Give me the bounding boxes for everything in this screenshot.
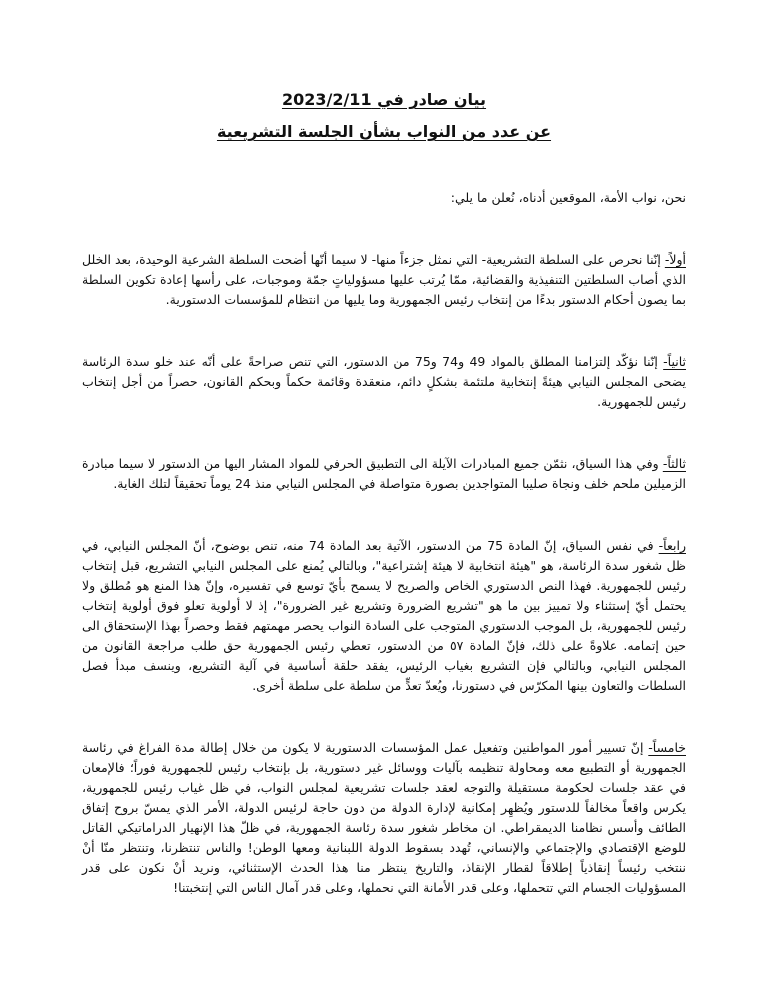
paragraph-first-text: إنّنا نحرص على السلطة التشريعية- التي نمثل جزءاً منها- لا سيما أنّها أضحت السلطة الشرعية الوحيدة، بعد الخلل الذي أصاب السلطتين التنفيذية والقضائية، ممّا يُرتب عليها مسؤولياتٍ جمّة وموجبات، على رأسها إعادة تكوين السلطة بما يصون أحكام الدستور بدءًا من إنتخاب رئيس الجمهورية وما يليها من انتظام للمؤسسات الدستورية. xyxy=(82,252,686,307)
paragraph-third-lead: ثالثاً- xyxy=(662,456,686,471)
paragraph-fifth-text: إنّ تسيير أمور المواطنين وتفعيل عمل المؤسسات الدستورية لا يكون من خلال إطالة مدة الفراغ في رئاسة الجمهورية أو التطبيع معه ومحاولة تنظيمه بآليات ووسائل غير دستورية، بل بإنتخاب رئيس للجمهورية فوراً؛ فالإمعان في عقد جلسات لحكومة مستقيلة والتوجه لعقد جلسات تشريعية لمجلس النواب، في ظل غياب رئيس للجمهورية، يكرس واقعاً مخالفاً للدستور ويُظهِر إمكانية لإدارة الدولة من دون حاجة لرئيس الدولة، الأمر الذي يمسّ بروح إتفاق الطائف وأسس نظامنا الديمقراطي. ان مخاطر شغور سدة رئاسة الجمهورية، في ظلّ هذا الإنهيار الدراماتيكي القاتل للوضع الإقتصادي والإجتماعي والإنساني، تُهدد بسقوط الدولة اللبنانية ومعها الوطن! والناس تنتظرنا، وتنتظر منّا أنْ ننتخب رئيساً إنقاذياً إطلاقاً لقطار الإنقاذ، والتاريخ ينتظر منا هذا الحدث الإستثنائي، ونريد أنْ نكون على قدر المسؤوليات الجسام التي تتحملها، وعلى قدر الأمانة التي نحملها، وعلى قدر آمال الناس التي إنتخبتنا! xyxy=(82,740,686,895)
document-title-subject: عن عدد من النواب بشأن الجلسة التشريعية xyxy=(216,122,552,141)
paragraph-first-lead: أولاً- xyxy=(664,252,686,267)
paragraph-fourth xyxy=(82,536,686,696)
paragraph-fourth-lead: رابعاً- xyxy=(658,538,686,553)
paragraph-fifth xyxy=(82,738,686,898)
paragraph-second-lead: ثانياً- xyxy=(663,354,687,369)
paragraph-fifth-lead: خامساً- xyxy=(648,740,686,755)
intro-line: نحن، نواب الأمة، الموقعين أدناه، نُعلن ما يلي: xyxy=(450,190,686,205)
paragraph-first xyxy=(82,250,686,310)
paragraph-fourth-text: في نفس السياق، إنّ المادة 75 من الدستور، الآتية بعد المادة 74 منه، تنص بوضوح، أنّ المجلس النيابي، في ظل شغور سدة الرئاسة، هو "هيئة انتخابية لا هيئة إشتراعية"، وبالتالي يُمنع على المجلس النيابي التشريع، قبل إنتخاب رئيس للجمهورية. فهذا النص الدستوري الخاص والصريح لا يسمح بأيّ توسع في تفسيره، وإنّ هذا المنع هو مُطلق ولا يحتمل أيّ إستثناء ولا تمييز بين ما هو "تشريع الضرورة وتشريع غير الضرورة"، إذ لا أولوية تعلو فوق أولوية إنتخاب رئيس للجمهورية، بل الموجب الدستوري المتوجب على السادة النواب يحصر مهمتهم فقط وحصراً بهذا الإستحقاق الى حين إتمامه. علاوةً على ذلك، فإنّ المادة ٥٧ من الدستور، تعطي رئيس الجمهورية حق طلب مراجعة القانون من المجلس النيابي، وبالتالي فإن التشريع بغياب الرئيس، يفقد حلقة أساسية في آلية التشريع، وينسف مبدأ فصل السلطات والتعاون بينها المكرّس في دستورنا، ويُعدّ تعدٍّ من سلطة على سلطة أخرى. xyxy=(82,538,686,693)
paragraph-third xyxy=(82,454,686,494)
document-title-date: بيان صادر في 2023/2/11 xyxy=(281,90,487,109)
paragraph-third-text: وفي هذا السياق، نثمّن جميع المبادرات الآيلة الى التطبيق الحرفي للمواد المشار اليها من الدستور لا سيما مبادرة الزميلين ملحم خلف ونجاة صليبا المتواجدين بصورة متواصلة في المجلس النيابي منذ 24 يوماً تحقيقاً لتلك الغاية. xyxy=(82,456,686,491)
paragraph-second-text: إنّنا نؤكّد إلتزامنا المطلق بالمواد 49 و74 و75 من الدستور، التي تنص صراحةً على أنّه عند خلو سدة الرئاسة يضحى المجلس النيابي هيئةً إنتخابية ملتئمة بشكلٍ دائم، منعقدة وقائمة حكماً وبحكم القانون، حصراً من أجل إنتخاب رئيس للجمهورية. xyxy=(82,354,686,409)
paragraph-second xyxy=(82,352,686,412)
